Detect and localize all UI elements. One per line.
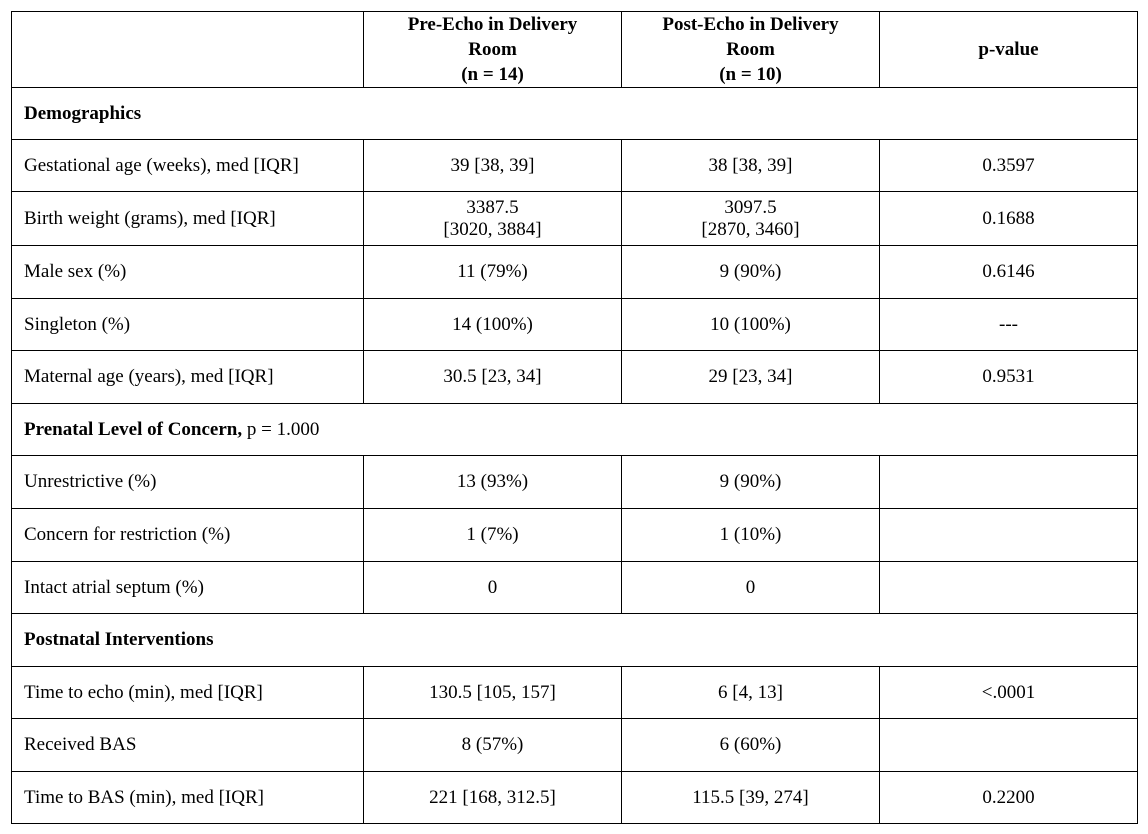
pre-echo-value-line1: 3387.5 [466, 196, 519, 218]
pre-echo-value [364, 192, 622, 246]
p-value: <.0001 [880, 667, 1138, 719]
post-echo-value: 6 (60%) [622, 719, 880, 772]
post-echo-value: 6 [4, 13] [622, 667, 880, 719]
post-echo-value-line2: [2870, 3460] [701, 218, 800, 240]
table-row [12, 246, 1138, 299]
p-value [880, 509, 1138, 562]
row-label: Unrestrictive (%) [12, 456, 364, 509]
section-prenatal-title: Prenatal Level of Concern, [24, 418, 243, 440]
p-value: 0.6146 [880, 246, 1138, 299]
pre-echo-value: 14 (100%) [364, 299, 622, 351]
pre-echo-value: 0 [364, 562, 622, 614]
header-empty-cell [12, 12, 364, 88]
table-row [12, 772, 1138, 824]
row-label: Intact atrial septum (%) [12, 562, 364, 614]
post-echo-value: 9 (90%) [622, 456, 880, 509]
pre-echo-value-line2: [3020, 3884] [443, 218, 542, 240]
post-echo-value: 38 [38, 39] [622, 140, 880, 192]
pre-echo-value: 8 (57%) [364, 719, 622, 772]
p-value [880, 562, 1138, 614]
section-demographics: Demographics [12, 88, 1138, 140]
row-label: Time to BAS (min), med [IQR] [12, 772, 364, 824]
post-echo-value: 9 (90%) [622, 246, 880, 299]
post-echo-value [622, 192, 880, 246]
header-pre-echo [364, 12, 622, 88]
results-table [11, 11, 1138, 824]
p-value: --- [880, 299, 1138, 351]
p-value: 0.2200 [880, 772, 1138, 824]
header-pre-echo-line2: Room [468, 39, 517, 60]
section-row-prenatal [12, 404, 1138, 456]
header-pre-echo-n: (n = 14) [461, 64, 524, 85]
header-post-echo-n: (n = 10) [719, 64, 782, 85]
pre-echo-value: 30.5 [23, 34] [364, 351, 622, 404]
p-value: 0.3597 [880, 140, 1138, 192]
pre-echo-value: 13 (93%) [364, 456, 622, 509]
table-row [12, 140, 1138, 192]
row-label: Maternal age (years), med [IQR] [12, 351, 364, 404]
pre-echo-value: 130.5 [105, 157] [364, 667, 622, 719]
row-label: Male sex (%) [12, 246, 364, 299]
row-label: Singleton (%) [12, 299, 364, 351]
section-postnatal: Postnatal Interventions [12, 614, 1138, 667]
pre-echo-value: 11 (79%) [364, 246, 622, 299]
post-echo-value: 0 [622, 562, 880, 614]
header-pre-echo-line1: Pre-Echo in Delivery [407, 14, 578, 35]
p-value: 0.1688 [880, 192, 1138, 246]
row-label: Concern for restriction (%) [12, 509, 364, 562]
table-row [12, 299, 1138, 351]
header-row [12, 12, 1138, 88]
row-label: Birth weight (grams), med [IQR] [12, 192, 364, 246]
post-echo-value: 29 [23, 34] [622, 351, 880, 404]
row-label: Time to echo (min), med [IQR] [12, 667, 364, 719]
header-post-echo-line1: Post-Echo in Delivery [662, 14, 839, 35]
p-value: 0.9531 [880, 351, 1138, 404]
post-echo-value: 1 (10%) [622, 509, 880, 562]
header-post-echo [622, 12, 880, 88]
header-post-echo-line2: Room [726, 39, 775, 60]
p-value [880, 456, 1138, 509]
post-echo-value: 10 (100%) [622, 299, 880, 351]
section-row-postnatal [12, 614, 1138, 667]
table-row [12, 192, 1138, 246]
section-row-demographics [12, 88, 1138, 140]
section-prenatal [12, 404, 1138, 456]
table-row [12, 719, 1138, 772]
pre-echo-value: 39 [38, 39] [364, 140, 622, 192]
header-p-value: p-value [880, 12, 1138, 88]
table-row [12, 509, 1138, 562]
p-value [880, 719, 1138, 772]
pre-echo-value: 221 [168, 312.5] [364, 772, 622, 824]
pre-echo-value: 1 (7%) [364, 509, 622, 562]
row-label: Received BAS [12, 719, 364, 772]
section-prenatal-p: p = 1.000 [242, 418, 320, 440]
table-row [12, 456, 1138, 509]
table-row [12, 667, 1138, 719]
post-echo-value-line1: 3097.5 [724, 196, 777, 218]
row-label: Gestational age (weeks), med [IQR] [12, 140, 364, 192]
post-echo-value: 115.5 [39, 274] [622, 772, 880, 824]
table-row [12, 351, 1138, 404]
table-row [12, 562, 1138, 614]
